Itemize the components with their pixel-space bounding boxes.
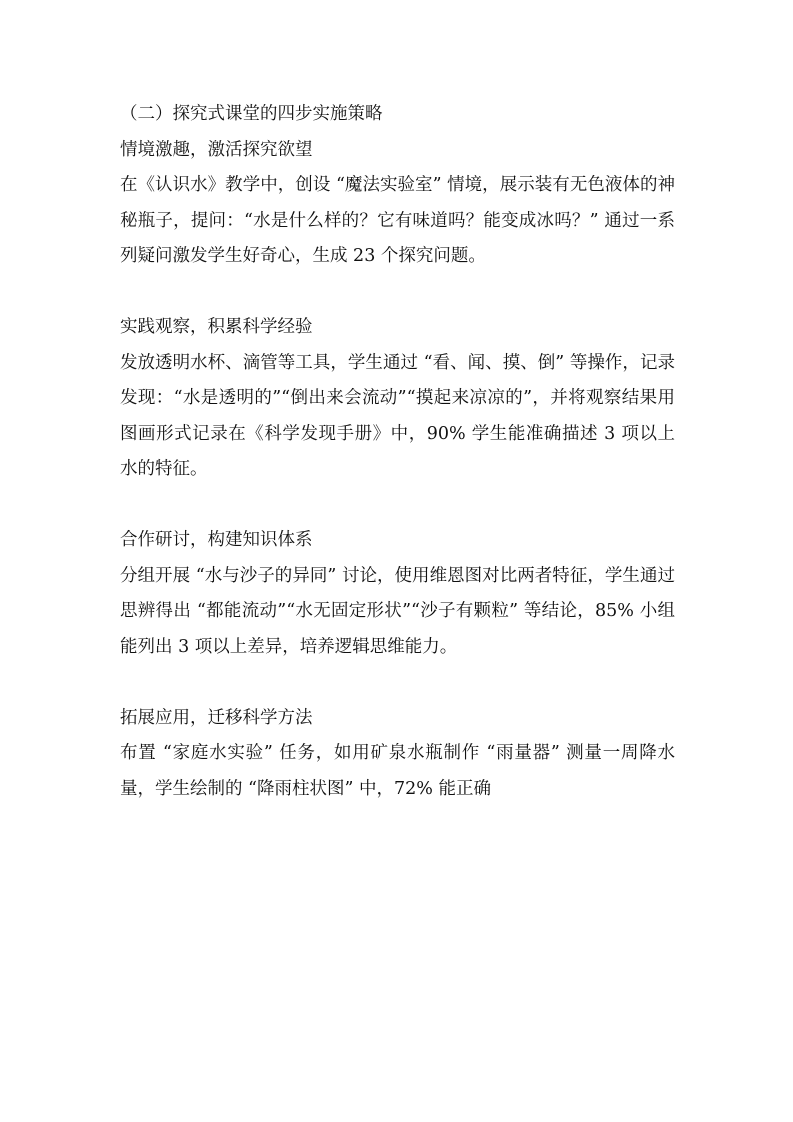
document-body — [120, 97, 675, 807]
step-3-heading: 合作研讨，构建知识体系 — [120, 530, 313, 550]
step-2-body: 发放透明水杯、滴管等工具，学生通过 “看、闻、摸、倒” 等操作，记录发现：“水是透明的”“倒出来会流动”“摸起来凉凉的”，并将观察结果用图画形式记录在《科学发现手册》中，90% 学生能准确描述 3 项以上水的特征。 — [120, 352, 675, 479]
paragraph-spacer — [120, 275, 675, 311]
step-4-body: 布置 “家庭水实验” 任务，如用矿泉水瓶制作 “雨量器” 测量一周降水量，学生绘制的 “降雨柱状图” 中，72% 能正确 — [120, 743, 675, 799]
paragraph-spacer — [120, 665, 675, 701]
step-1-body: 在《认识水》教学中，创设 “魔法实验室” 情境，展示装有无色液体的神秘瓶子，提问：“水是什么样的？它有味道吗？能变成冰吗？” 通过一系列疑问激发学生好奇心，生成 23 个探究问题。 — [120, 175, 675, 266]
step-1-heading: 情境激趣，激活探究欲望 — [120, 139, 313, 160]
step-4-heading: 拓展应用，迁移科学方法 — [120, 707, 313, 728]
paragraph-spacer — [120, 488, 675, 524]
step-2-heading: 实践观察，积累科学经验 — [120, 317, 313, 337]
section-title: （二）探究式课堂的四步实施策略 — [120, 104, 383, 124]
step-3-body: 分组开展 “水与沙子的异同” 讨论，使用维恩图对比两者特征，学生通过思辨得出 “都能流动”“水无固定形状”“沙子有颗粒” 等结论，85% 小组能列出 3 项以上差异，培养逻辑思维能力。 — [120, 565, 675, 657]
